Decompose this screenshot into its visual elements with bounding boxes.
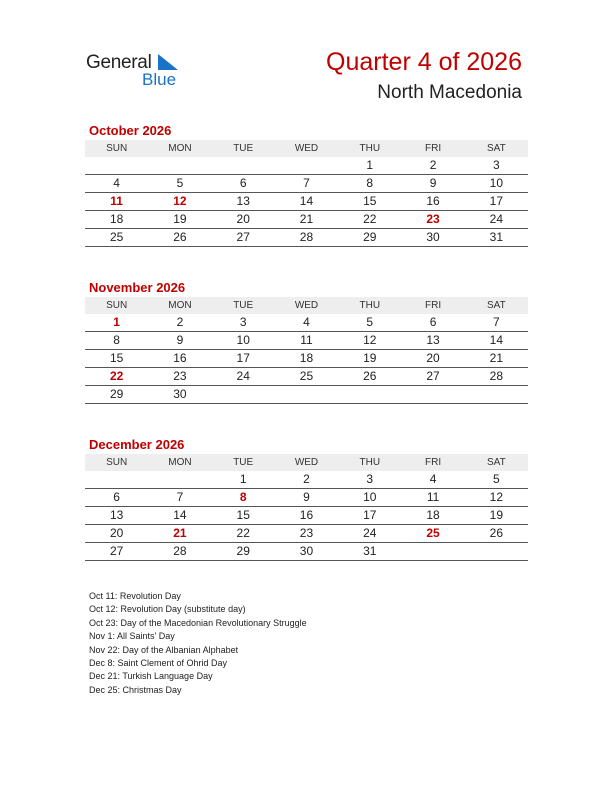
day-cell: 23 [173,369,187,383]
day-cell: 26 [173,230,187,244]
weekday-header [85,140,528,157]
week-row [85,229,528,247]
holiday-day-cell: 21 [173,526,187,540]
day-cell: 18 [426,508,440,522]
weekday-label: FRI [424,300,442,311]
day-cell: 7 [492,315,500,329]
weekday-label: TUE [233,143,254,154]
day-cell: 9 [303,490,310,504]
day-cell [148,157,211,174]
logo-text-blue: Blue [142,70,177,89]
day-cell: 27 [426,369,440,383]
day-cell: 29 [109,387,124,401]
weekday-label: MON [168,143,192,154]
page-title: Quarter 4 of 2026 [326,48,522,76]
logo-flag-icon [158,54,178,70]
week-row [85,193,528,211]
week-row [85,368,528,386]
weekday-label: WED [294,457,319,468]
day-cell: 24 [489,212,503,226]
day-cell: 20 [109,526,124,540]
weekday-label: FRI [424,143,442,154]
day-cell: 14 [299,194,314,208]
day-cell: 21 [299,212,314,226]
day-cell: 22 [363,212,377,226]
week-row [85,175,528,193]
day-cell: 27 [236,230,250,244]
day-cell: 16 [173,351,187,365]
day-cell: 8 [366,176,374,190]
month-calendar [85,122,528,247]
day-cell: 18 [109,212,124,226]
day-cell: 14 [489,333,503,347]
day-cell: 6 [239,176,247,190]
week-row [85,350,528,368]
day-cell: 27 [109,544,124,558]
day-cell: 18 [299,351,314,365]
day-cell: 30 [299,544,314,558]
day-cell [338,386,401,403]
day-cell: 7 [176,490,184,504]
weekday-label: SUN [106,457,128,468]
day-cell: 13 [236,194,250,208]
day-cell: 15 [109,351,124,365]
month-title: October 2026 [89,123,172,138]
weekday-label: SAT [486,457,506,468]
day-cell: 16 [299,508,314,522]
day-cell: 6 [113,490,120,504]
day-cell: 22 [236,526,250,540]
day-cell: 5 [176,176,184,190]
day-cell: 6 [429,315,437,329]
day-cell: 12 [363,333,377,347]
day-cell: 15 [363,194,377,208]
day-cell: 25 [109,230,124,244]
day-cell: 24 [236,369,250,383]
day-cell: 4 [113,176,120,190]
day-cell: 14 [173,508,187,522]
day-cell: 2 [176,315,184,329]
holiday-item: Nov 1: All Saints' Day [89,631,175,642]
week-row [85,157,528,175]
day-cell [275,157,338,174]
week-row [85,211,528,229]
day-cell [212,386,275,403]
day-cell [275,386,338,403]
holiday-item: Dec 25: Christmas Day [89,684,182,695]
day-cell [212,157,275,174]
day-cell: 29 [363,230,377,244]
weekday-label: TUE [233,457,254,468]
day-cell: 17 [363,508,377,522]
weekday-label: FRI [424,457,442,468]
day-cell: 1 [239,472,247,486]
day-cell: 26 [489,526,503,540]
week-row [85,543,528,561]
day-cell: 1 [366,158,374,172]
day-cell: 15 [236,508,250,522]
holiday-item: Oct 11: Revolution Day [89,591,181,601]
day-cell: 9 [176,333,184,347]
holiday-day-cell: 12 [173,194,187,208]
day-cell: 8 [113,333,120,347]
weekday-label: SUN [106,143,128,154]
holiday-day-cell: 25 [426,526,440,540]
weekday-label: SAT [486,143,506,154]
day-cell: 4 [429,472,437,486]
week-row [85,471,528,489]
holiday-list [89,590,529,697]
day-cell: 20 [426,351,440,365]
day-cell: 28 [299,230,314,244]
day-cell: 17 [236,351,250,365]
holiday-day-cell: 23 [426,212,440,226]
weekday-label: WED [294,143,319,154]
day-cell: 21 [489,351,503,365]
day-cell: 24 [363,526,377,540]
day-cell: 26 [363,369,377,383]
day-cell: 31 [489,230,503,244]
holiday-day-cell: 22 [109,369,124,383]
holiday-item: Nov 22: Day of the Albanian Alphabet [89,644,239,655]
country-name: North Macedonia [377,82,522,103]
day-cell: 31 [363,544,377,558]
month-calendar [85,436,528,561]
day-cell: 5 [492,472,500,486]
week-row [85,507,528,525]
holiday-item: Oct 23: Day of the Macedonian Revolutionary Struggle [89,617,307,628]
day-cell: 3 [239,315,247,329]
weekday-label: WED [294,300,319,311]
month-calendar [85,279,528,404]
week-row [85,489,528,507]
day-cell: 23 [299,526,314,540]
day-cell [465,543,528,560]
day-cell: 3 [366,472,374,486]
weekday-label: THU [359,300,381,311]
day-cell [465,386,528,403]
day-cell: 19 [489,508,503,522]
day-cell: 2 [303,472,310,486]
day-cell: 30 [426,230,440,244]
day-cell: 10 [363,490,377,504]
day-cell: 11 [300,333,313,347]
day-cell: 29 [236,544,250,558]
day-cell: 19 [363,351,377,365]
week-row [85,314,528,332]
day-cell: 2 [429,158,437,172]
week-row [85,525,528,543]
day-cell: 30 [173,387,187,401]
day-cell: 28 [489,369,503,383]
brand-logo [86,52,196,92]
day-cell [148,471,211,488]
day-cell: 11 [426,490,440,504]
day-cell [401,386,464,403]
month-title: November 2026 [89,280,186,295]
weekday-header [85,297,528,314]
day-cell: 4 [303,315,310,329]
day-cell [85,471,148,488]
holiday-day-cell: 8 [239,490,247,504]
week-row [85,332,528,350]
day-cell: 16 [426,194,440,208]
logo-text-general: General [86,52,152,73]
day-cell: 7 [303,176,310,190]
weekday-label: MON [168,300,192,311]
weekday-header [85,454,528,471]
weekday-label: SUN [106,300,128,311]
weekday-label: TUE [233,300,254,311]
week-row [85,386,528,404]
day-cell: 12 [489,490,503,504]
day-cell: 19 [173,212,187,226]
weekday-label: MON [168,457,192,468]
day-cell: 13 [426,333,440,347]
weekday-label: SAT [486,300,506,311]
day-cell [401,543,464,560]
holiday-item: Oct 12: Revolution Day (substitute day) [89,604,246,615]
weekday-label: THU [359,143,381,154]
day-cell: 17 [489,194,503,208]
day-cell: 5 [366,315,374,329]
weekday-label: THU [359,457,381,468]
day-cell: 28 [173,544,187,558]
month-title: December 2026 [89,437,185,452]
holiday-item: Dec 21: Turkish Language Day [89,671,213,682]
day-cell: 10 [489,176,503,190]
day-cell: 3 [492,158,500,172]
holiday-day-cell: 1 [113,315,120,329]
day-cell: 9 [429,176,437,190]
day-cell: 25 [299,369,314,383]
day-cell: 20 [236,212,250,226]
day-cell [85,157,148,174]
day-cell: 13 [109,508,124,522]
holiday-item: Dec 8: Saint Clement of Ohrid Day [89,658,228,669]
holiday-day-cell: 11 [110,194,123,208]
day-cell: 10 [236,333,250,347]
